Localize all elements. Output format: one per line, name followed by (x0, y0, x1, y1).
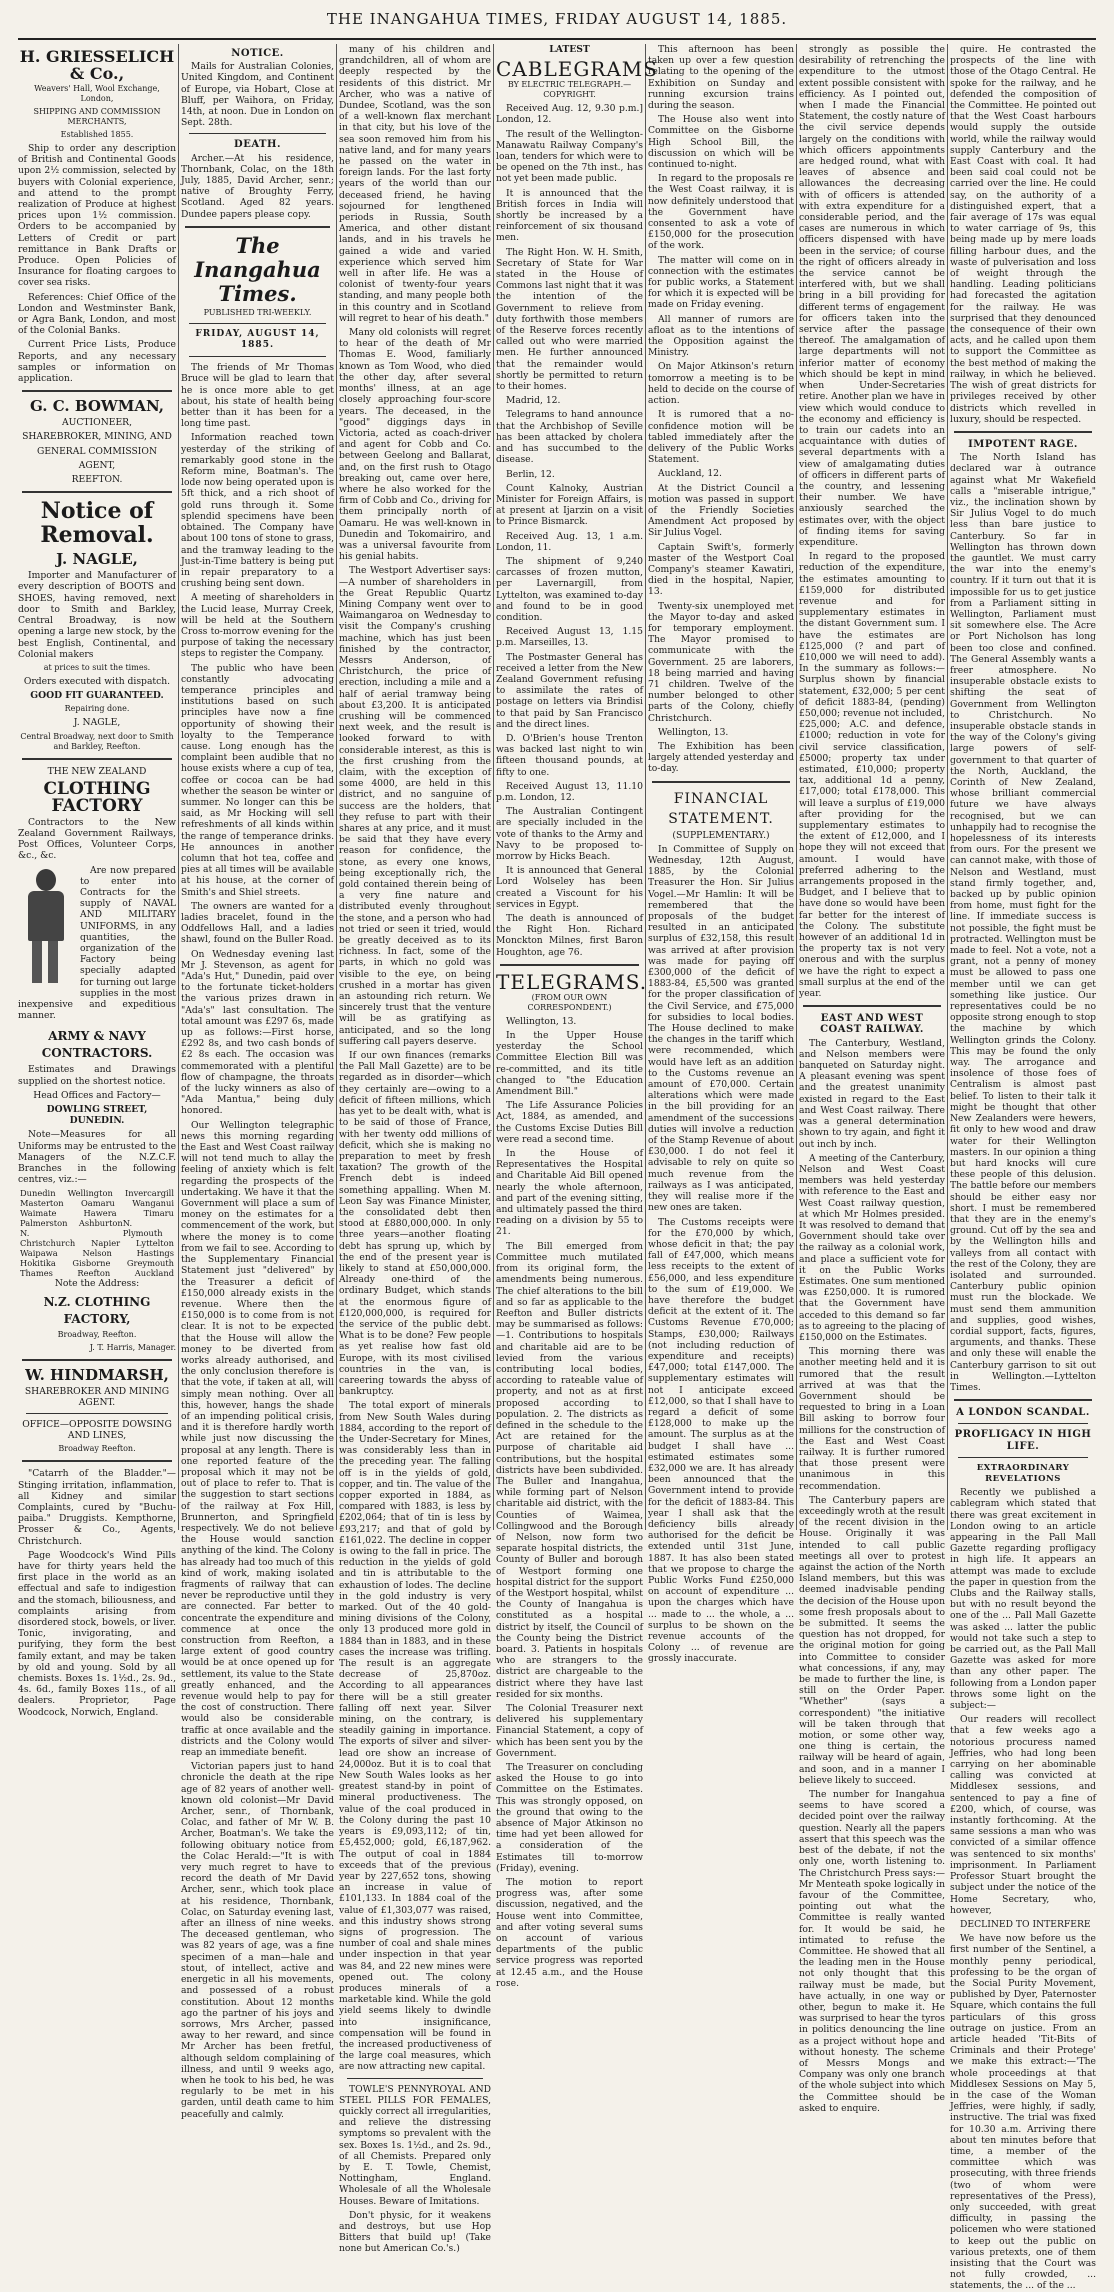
ad-army-title: ARMY & NAVY CONTRACTORS. (41, 1029, 153, 1061)
article-paragraph: Many old colonists will regret to hear of the death of Mr Thomas E. Wood, familiarly known as Tom Wood, who died the other day, after several months' illness, at an age closely approaching four-score years. The deceased, in the "good" diggings days in Victoria, acted as coach-driver and agent for Cobb and Co. between Geelong and Ballarat, and, on the first rush to Otago breaking out, came over here, where he also worked for the firm of Cobb and Co., driving for them principally north of Oamaru. He was well-known in Dunedin and Tokomairiro, and was a universal favourite from his genial habits. (339, 327, 491, 563)
article-paragraph: The death is announced of the Right Hon. Richard Monckton Milnes, first Baron Houghton, age 76. (496, 913, 643, 958)
column-divider (336, 44, 337, 1530)
ad-bowman-line: AGENT, (78, 459, 116, 471)
branch-town: N. Plymouth (122, 1218, 163, 1239)
branch-row (18, 1248, 176, 1258)
ad-bowman-name: G. C. BOWMAN, (30, 397, 164, 416)
financial-continued (799, 44, 945, 999)
ad-hop-bitters: Don't physic, for it weakens and destroys, but use Hop Bitters that build up! (Take none but American Co.'s.) (339, 2209, 491, 2255)
article-paragraph: If our own finances (remarks the Pall Mall Gazette) are to be regarded as in disorder—which they certainly are—owing to a deficit of fifteen millions, which has yet to be dealt with, what is to be said of those of France, with her twenty odd millions of deficit, which she is making no preparation to meet by fresh taxation? The growth of the French debt is indeed something appalling. When M. Leon Say was Finance Minister, the consolidated debt then stood at £880,000,000. In only three years—another floating debt has sprung up, which by the end of the present year is likely to stand at £50,000,000. Already one-third of the ordinary Budget, which stands at the enormous figure of £120,000,000, is required for the service of the public debt. What is to be done? Few people as yet realise how fast old Europe, with its most civilised countries in the van, is careering towards the abyss of bankruptcy. (339, 1050, 491, 1398)
article-paragraph: Twenty-six unemployed met the Mayor to-day and asked for temporary employment. The Mayor promised to communicate with the Government. 25 are laborers, 18 being married and having 71 children. Twelve of the number belonged to other parts of the Colony, chiefly Christchurch. (648, 600, 794, 724)
divider (958, 1457, 1088, 1458)
ad-hindmarsh-line: SHAREBROKER AND MINING AGENT. (24, 1385, 170, 1408)
telegrams-heading: TELEGRAMS. (496, 969, 648, 994)
editorial-body (181, 362, 334, 2119)
london-scandal-sub2: EXTRAORDINARY REVELATIONS (976, 1462, 1070, 1484)
article-paragraph: Information reached town yesterday of the striking of remarkably good stone in the Reform mine, Boatman's. The lode now being operated upon is 5ft thick, and a rich shoot of gold runs through it. Some splendid specimens have been obtained. The Company have about 100 tons of stone to grass, and the tramway leading to the Just-in-Time battery is being put in repair preparatory to a crushing being sent down. (181, 432, 334, 590)
article-paragraph: The North Island has declared war à outrance against what Mr Wakefield calls a "miserable intrigue," viz., the inclination shown by Sir Julius Vogel to do much less than bare justice to Canterbury. So far in Wellington has thrown down the gauntlet. We must carry the war into the enemy's country. If it turn out that it is impossible for us to get justice from a Parliament sitting in Wellington, Parliament must sit somewhere else. The Acre or Port Nicholson has long been too close and confined. The General Assembly wants a freer atmosphere. No insuperable obstacle exists to shifting the seat of Government from Wellington to Christchurch. No insuperable obstacle stands in the way of the Colony's giving large powers of self-government to that quarter of the North, Auckland, the Corinth of New Zealand, whose brilliant commercial future we have always recognised, but we can unhappily had to recognise the hopelessness of its interests from ours. For the present we can cannot make, with those of Nelson and Westland, must stand firmly together, and, backed up by public opinion from home, must fight for the line. If immediate success is not possible, the fight must be protracted. Wellington must be made to feel. Not a vote, not a grant, not a penny of money must be allowed to pass one member until we can get something like justice. Our representatives could be no opposite strong enough to stop the machine by which Wellington grinds the Colony. This may be found the only way. The arrogance and insolence of those foes of Centralism is almost past belief. To listen to their talk it might be thought that other New Zealanders were hewers, fit only to hew wood and draw water for their Wellington masters. In our opinion a thing but hard knocks will cure these people of this delusion. The battle before our members should be either easy nor short. I must be remembered that they are in the enemy's ground. Cut off by the sea and by the Wellington hills and valleys from all contact with the rest of the Colony, they are isolated and surrounded. Canterbury public opinion must run the blockade. We must send them ammunition and supplies, good wishes, cordial support, facts, figures, arguments, and thanks. These and only these will enable the Canterbury garrison to sit out in Wellington.—Lyttelton Times. (950, 452, 1096, 1393)
ad-nz-factory-title: CLOTHING FACTORY (43, 778, 151, 816)
article-paragraph: The House also went into Committee on the Gisborne High School Bill, the discussion on which will be continued to-night. (648, 114, 794, 171)
article-paragraph: The number for Inangahua seems to have scored a decided point over the railway question. Nearly all the papers assert that this speech was the best of the debate, if not the only one, worth listening to. The Christchurch Press says:—Mr Menteath spoke logically in favour of the Committee, pointing out what the Committee is really wanted for. It would be said, he intimated to refuse the Committee. He showed that all the leading men in the House not only thought that this railway must be made, but have actually, in one way or other, begun to make it. He was surprised to hear the tyros in politics denouncing the line as a project without hope and without honesty. The scheme of Messrs Mongs and Company was only one branch of the whole subject into which the Committee should be asked to enquire. (799, 1789, 945, 2114)
london-scandal-body (950, 1487, 1096, 2291)
article-paragraph: In the Upper House yesterday the School Committee Election Bill was re-committed, and its title changed to "the Education Amendment Bill." (496, 1030, 643, 1098)
branch-town: Napier (91, 1238, 121, 1249)
article-paragraph: The matter will come on in connection with the estimates for public works, a Statement for which it is expected will be made on Friday evening. (648, 254, 794, 311)
editorial-dateline: FRIDAY, AUGUST 14, 1885. (195, 328, 320, 351)
branch-town: Auckland (134, 1268, 174, 1279)
own-correspondent: (FROM OUR OWN CORRESPONDENT.) (527, 992, 612, 1012)
financial-statement-heading: FINANCIAL STATEMENT. (668, 790, 774, 827)
branch-town: Timaru (143, 1208, 174, 1219)
article-paragraph: Our readers will recollect that a few weeks ago a notorious procuress named Jeffries, who had long been carrying on her abominable calling was convicted at Middlesex sessions, and sentenced to pay a fine of £200, which, of course, was instantly forthcoming. At the same sessions a man who was convicted of a similar offence was sentenced to six months' imprisonment. In Parliament Professor Stuart brought the subject under the notice of the Home Secretary, who, however, (950, 1714, 1096, 1916)
ad-nagle-address: Central Broadway, next door to Smith and Barkley, Reefton. (20, 731, 174, 751)
ad-woodcock: Page Woodcock's Wind Pills have for thirty years held the first place in the world as an effectual and safe to indigestion and the stomach, biliousness, and complaints arising from disordered stock, bowels, or liver. Tonic, invigorating, and purifying, they form the best family extant, and may be taken by old and young. Sold by all chemists. Boxes 1s. 1½d., 2s. 9d., 4s. 6d., family Boxes 11s., of all dealers. Proprietor, Page Woodcock, Norwich, England. (18, 1549, 176, 1718)
ad-catarrh: "Catarrh of the Bladder."—Stinging irritation, inflammation, all Kidney and similar Complaints, cured by "Buchu-paiba." Druggists. Kempthorne, Prosser & Co., Agents, Christchurch. (18, 1468, 176, 1547)
article-paragraph: We have now before us the first number of the Sentinel, a monthly penny periodical, professing to be the organ of the Social Purity Movement, published by Dyer, Paternoster Square, which contains the full particulars of this gross outrage on justice. From an article headed 'Tit-Bits of Criminals and their Protege' we make this extract:—'The whole proceedings at that Middlesex Sessions on May 5, in the case of the Woman Jeffries, were highly, if sadly, instructive. The trial was fixed for 10.30 a.m. Arriving there about ten minutes before that time, a member of the committee which was prosecuting, with three friends (two of whom were representatives of the Press), only succeeded, with great difficulty, in passing the policemen who were stationed to keep out the public on various pretexts, one of them insisting that the Court was not fully crowded, ... statements, the ... of the ... (950, 1933, 1096, 2292)
branch-town: Masterton (20, 1198, 64, 1209)
article-paragraph: The motion to report progress was, after some discussion, negatived, and the House went into Committee, and after voting several sums on account of various departments of the public service progress was reported at 12.45 a.m., and the House rose. (496, 1877, 643, 1989)
column-divider (178, 44, 179, 1530)
article-paragraph: In the House of Representatives the Hospital and Charitable Aid Bill opened nearly the whole afternoon, and part of the evening sitting, and ultimately passed the third reading on a division by 55 to 21. (496, 1148, 643, 1238)
article-paragraph: In regard to the proposed reduction of the expenditure, the estimates amounting to £159,000 for distributed revenue and for supplementary estimates in the distant Government sum. I have the estimates are £125,000 (? and part of £10,000 we will need to add). In the summary as follows:—Surplus shown by financial statement, £32,000; 5 per cent of deficit 1883-84, (pending) £50,000; revenue not included, £25,000; A.C. and defence, £1000; reduction in vote for civil service classification, £5000; property tax under estimated, £10,000; property tax, additional 1d a penny, £17,000; total £178,000. This will leave a surplus of £19,000 after providing for the supplementary estimates to the extent of £12,000, and I hope they will not exceed that amount. I would have preferred adhering to the arrangements proposed in the Budget, and I believe that to have done so would have been far better for the interest of the Colony. The substitute however of an additional 1d in the property tax is not very onerous and with the surplus we have the right to expect a small surplus at the end of the year. (799, 551, 945, 1000)
branch-town: Invercargill (124, 1188, 174, 1199)
branch-town: Hawera (83, 1208, 117, 1219)
ad-hindmarsh-line: OFFICE—OPPOSITE DOWSING AND LINES, (22, 1419, 172, 1442)
impotent-rage-body (950, 452, 1096, 1393)
masthead-rule (18, 38, 1096, 40)
article-paragraph: Recently we published a cablegram which stated that there was great excitement in London owing to an article appearing in the Pall Mall Gazette regarding profligacy in high life. It appears an attempt was made to exclude the paper in question from the Clubs and the Railway stalls, but with no result beyond the one of the ... Pall Mall Gazette was asked ... latter the public would not take such a step to be carried out, as the Pall Mall Gazette was asked for more than any other paper. The following from a London paper throws some light on the subject:— (950, 1487, 1096, 1712)
article-paragraph: The Bill emerged from Committee much mutilated from its original form, the amendments being numerous. The chief alterations to the bill and so far as applicable to the Reefton and Buller districts may be summarised as follows:—1. Contributions to hospitals and charitable aid are to be levied from the various contributing local bodies, according to rateable value of property, and not as at first proposed according to population. 2. The districts as defined in the schedule to the Act are retained for the purpose of charitable aid contributions, but the hospital districts have been subdivided. The Buller and Inangahua, while forming part of Nelson charitable aid district, with the Counties of Waimea, Collingwood and the Borough of Nelson, now form two separate hospital districts, the County of Buller and borough of Westport forming one hospital district for the support of the Westport hospital, whilst the County of Inangahua is constituted as a hospital district by itself, the Council of the County being the District board. 3. Patients in hospitals who are strangers to the district are chargeable to the district where they have last resided for six months. (496, 1240, 643, 1700)
ad-nagle-prices: at prices to suit the times. (43, 662, 151, 672)
article-paragraph: On Wednesday evening last Mr J. Stevenson, as agent for "Ada's Hut," Dunedin, paid over to the fortunate ticket-holders the various prizes drawn in "Ada's" last consultation. The total amount was £297 6s, made up as follows:—First horse, £292 8s, and two cash bonds of £2 8s each. The occasion was commemorated with a plentiful flow of champagne, the throats of the lucky winners as also of "Ada Mantua," being duly honored. (181, 948, 334, 1117)
article-paragraph: Madrid, 12. (506, 395, 561, 407)
branch-town: Gisborne (72, 1258, 111, 1269)
divider (500, 964, 639, 966)
article-paragraph: Count Kalnoky, Austrian Minister for Foreign Affairs, is at present at Ijarzin on a visit to Prince Bismarck. (496, 482, 643, 528)
divider (22, 758, 172, 760)
paper-title: The Inangahua Times. (194, 232, 321, 306)
article-paragraph: Received Aug. 13, 1 a.m. London, 11. (496, 530, 643, 553)
by-telegraph: BY ELECTRIC TELEGRAPH.—COPYRIGHT. (507, 80, 632, 100)
article-paragraph: The Westport Advertiser says:—A number of shareholders in the Great Republic Quartz Mining Company went over to Waimangaroa on Wednesday to visit the Company's crushing machine, which has just been finished by the contractor, Messrs Anderson, of Christchurch, the price of erection, including a mile and a half of aerial tramway being about £3,200. It is anticipated crushing will be commenced next week, and the result is looked forward to with considerable interest, as this is the first crushing from the claim, with the exception of some 4000, are held in this district, and no sanguine of success are the holders, that they refuse to part with their shares at any price, and it must be said that they have every reason for confidence, the stone, as every one knows, being exceptionally rich, the gold contained therein being of a very fine nature and distributed evenly throughout the stone, and a person who had not tried or seen it tried, would be greatly deceived as to its richness. In fact, some of the parts, in which no gold was visible to the eye, on being crushed in a mortar has given an astounding rich return. We sincerely trust that the venture will be as gratifying as anticipated, and so the long suffering call payers deserve. (339, 565, 491, 1047)
ad-nzcf-address: Broadway, Reefton. (57, 1329, 137, 1339)
masthead: THE INANGAHUA TIMES, FRIDAY AUGUST 14, 1885. (326, 10, 788, 28)
divider (22, 491, 172, 493)
notice-body: Mails for Australian Colonies, United Kingdom, and Continent of Europe, via Hobart, Close at Bluff, per Waihora, on Friday, 14th, at noon. Due in London on Sept. 28th. (181, 61, 334, 129)
divider (185, 226, 330, 228)
article-paragraph: The public who have been constantly advocating temperance principles and institutions based on such principles have now a fine opportunity of showing their loyalty to the Temperance cause. Long enough has the complaint been audible that no house exists where a cup of tea, coffee or cocoa can be had whether the season be winter or summer. No longer can this be said, as Mr Hocking will sell refreshments of all kinds within the range of temperance drinks. He announces in another column that hot tea, coffee and pies at all times will be available at his house, at the corner of Smith's and Shiel streets. (181, 662, 334, 898)
article-paragraph: The Colonial Treasurer next delivered his supplementary Financial Statement, a copy of which has been sent you by the Government. (496, 1703, 643, 1759)
ad-towle: TOWLE'S PENNYROYAL AND STEEL PILLS FOR FEMALES, quickly correct all irregularities, and relieve the distressing symptoms so prevalent with the sex. Boxes 1s. 1½d., and 2s. 9d., of all Chemists. Prepared only by E. T. Towle, Chemist, Nottingham, England. Wholesale of all the Wholesale Houses. Beware of Imitations. (339, 2083, 491, 2207)
article-paragraph: Received August 13, 11.10 p.m. London, 12. (496, 780, 643, 803)
article-paragraph: In Committee of Supply on Wednesday, 12th August, 1885, by the Colonial Treasurer the Hon. Sir Julius Vogel.—Mr Hamlin: It will be remembered that the proposals of the budget resulted in an anticipated surplus of £32,158, this result was arrived at after provision was made for paying off £300,000 of the deficit of 1883-84, £5,500 was granted for the proper classification of the Civil Service, and £75,000 for subsidies to local bodies. The House declined to make the changes in the tariff which were recommended, which would have left as an addition to the Customs revenue an amount of £70,000. Certain alterations which were made in the bill providing for an amendment of the successions duties will involve a reduction of the Stamp Revenue of about £30,000. I do not feel it advisable to rely on quite so much revenue from the railways as I was anticipated, they will realise more if the new ones are taken. (648, 843, 794, 1214)
branch-town: Oamaru (81, 1198, 115, 1209)
article-paragraph: D. O'Brien's house Trenton was backed last night to win fifteen thousand pounds, at fifty to one. (496, 732, 643, 778)
article-paragraph: The friends of Mr Thomas Bruce will be glad to learn that he is once more able to get about, his state of health being better than it has been for a long time past. (181, 362, 334, 430)
published-note: PUBLISHED TRI-WEEKLY. (203, 307, 312, 317)
divider (958, 1423, 1088, 1424)
ad-bowman-line: REEFTON. (71, 474, 123, 486)
article-paragraph: The Right Hon. W. H. Smith, Secretary of State for War stated in the House of Commons last night that it was the intention of the Government to relieve from duty forthwith those members of the Reserve forces recently called out who were married men. He further announced that the remainder would shortly be permitted to return to their homes. (496, 246, 643, 393)
branch-row (18, 1188, 176, 1198)
column-3 (339, 44, 491, 2255)
divider (189, 356, 326, 357)
article-paragraph: Telegrams to hand announce that the Archbishop of Seville has been attacked by cholera and has succumbed to the disease. (496, 409, 643, 466)
branch-town: Waimate (20, 1208, 57, 1219)
ad-army-street: DOWLING STREET, DUNEDIN. (46, 1103, 148, 1127)
article-paragraph: The Exhibition has been largely attended yesterday and to-day. (648, 740, 794, 775)
branch-table (18, 1188, 176, 1278)
divider (22, 1460, 172, 1462)
ad-nzcf-manager: J. T. Harris, Manager. (89, 1342, 176, 1352)
article-paragraph: strongly as possible the desirability of retrenching the expenditure to the utmost extent possible consistent with efficiency. As I pointed out, when I made the Financial Statement, the costly nature of the civil service depends largely on the conditions with which officers appointments are hedged round, what with leaves of absence and allowances the decreasing with of officers is attended with extra expenditure for a considerable period, and the cases are numerous in which officers dispensed with have been in the service; of course the right of officers already in the service cannot be interfered with, but we shall bring in a bill providing for different terms of engagement for officers taken into the service after the passage thereof. The amalgamation of large departments will not inferior matter of economy which should be kept in mind when Under-Secretaries retire. Another plan we have in view which would conduce to the economy and efficiency is to train our cadets into an acquaintance with duties of several departments with a view of amalgamating duties of officers in different parts of the country, and lessening their number. We have anxiously searched the estimates over, with the object of finding items for saving expenditure. (799, 44, 945, 548)
branch-row (18, 1198, 176, 1208)
branch-town: Greymouth (126, 1258, 174, 1269)
branch-row (18, 1238, 176, 1248)
ad-griesselich-tail: Current Price Lists, Produce Reports, and any necessary samples or information on application. (18, 339, 176, 385)
branch-town: Wellington (67, 1188, 113, 1199)
divider (347, 2078, 483, 2079)
article-paragraph: In regard to the proposals re the West Coast railway, it is now definitely understood that the Government have consented to ask a vote of £150,000 for the prosecution of the work. (648, 173, 794, 252)
divider (954, 1399, 1092, 1401)
article-paragraph: Wellington, 13. (506, 1015, 577, 1027)
article-paragraph: The Treasurer on concluding asked the House to go into Committee on the Estimates. This was strongly opposed, on the ground that owing to the absence of Major Atkinson no time had yet been allowed for a consideration of the Estimates till to-morrow (Friday), evening. (496, 1762, 643, 1874)
article-paragraph: The shipment of 9,240 carcasses of frozen mutton, per Lavernargill, from Lyttelton, was examined to-day and found to be in good condition. (496, 555, 643, 623)
divider (189, 133, 326, 134)
column-5 (648, 44, 794, 1665)
article-paragraph: On Major Atkinson's return tomorrow a meeting is to be held to decide on the course of action. (648, 361, 794, 407)
column-7 (950, 44, 1096, 2292)
column-divider (645, 44, 646, 1530)
divider (22, 1359, 172, 1361)
ad-bowman-line: AUCTIONEER, (62, 417, 132, 429)
ad-removal-title: Notice of Removal. (40, 498, 154, 549)
article-paragraph: It is announced that the British forces in India will shortly be increased by a reinforcement of six thousand men. (496, 187, 643, 244)
death-title: DEATH. (234, 139, 281, 151)
article-paragraph: The owners are wanted for a ladies bracelet, found in the Oddfellows Hall, and a ladies shawl, found on the Buller Road. (181, 900, 334, 946)
column-1-advertisements (18, 44, 177, 1718)
divider (803, 1005, 941, 1007)
branch-town: Waipawa (20, 1248, 58, 1259)
article-paragraph: It is rumored that a no-confidence motion will be tabled immediately after the delivery of the Public Works Statement. (648, 409, 794, 466)
ad-hindmarsh-line: Broadway Reefton. (58, 1444, 136, 1454)
article-paragraph: many of his children and grandchildren, all of whom are deeply respected by the residents of this district. Mr Archer, who was a native of Dundee, Scotland, was the son of a well-known flax merchant in that city, but his love of the sea soon removed him from his native land, and for many years he passed on the water in foreign lands. For the last forty years of the world than our deceased friend, he having sojourned for lengthened periods in Russia, South America, and other distant lands, and in his travels he gained a wide and varied experience which served him well in after life. He was a colonist of twenty-four years standing, and many people both in this country and in Scotland will regret to hear of his death." (339, 44, 491, 324)
railway-heading: EAST AND WEST COAST RAILWAY. (820, 1013, 924, 1036)
ad-address-note: Note the Address: (54, 1278, 140, 1290)
article-paragraph: Victorian papers just to hand chronicle the death at the ripe age of 82 years of another well-known old colonist—Mr David Archer, senr., of Thornbank, Colac, and father of Mr W. B. Archer, Boatman's. We take the following obituary notice from the Colac Herald:—"It is with very much regret to have to record the death of Mr David Archer, senr., which took place at his residence, Thornbank, Colac, on Saturday evening last, after an illness of nine weeks. The deceased gentleman, who was 82 years of age, was a fine specimen of a man—hale and stout, of intellect, active and energetic in all his movements, and possessed of a robust constitution. About 12 months ago the partner of his joys and sorrows, Mrs Archer, passed away to her reward, and since Mr Archer has been fretful, although seldom complaining of illness, and until 9 weeks ago, when he took to his bed, he was regularly to be met in his garden, until death came to him peacefully and calmly. (181, 1761, 334, 2120)
article-paragraph: The Customs receipts were for the £70,000 by which, whose deficit in that; the pay fall of £47,000, which means less receipts to the extent of £56,000, and less expenditure to the sum of £19,000. We have therefore the budget deficit at the extent of it. The Customs Revenue £70,000; Stamps, £30,000; Railways (not including reduction of expenditure and receipts) £47,000; total £147,000. The supplementary estimates will not I anticipate exceed £12,000, so that I shall have to regard a deficit of some £128,000 to make up the amount. The surplus as at the budget I shall have ... estimated estimates some £32,000 we are. It has already been announced that the Government intend to provide for the deficit of 1883-84. This year I shall ask that the deficiency bills already authorised for the deficit be extended until 31st June, 1887. It has also been stated that we propose to charge the Public Works Fund £250,000 on account of expenditure ... upon the charges which have ... made to ... the whole, a ... surplus to be shown on the revenue accounts of the Colony ... of revenue are grossly inaccurate. (648, 1216, 794, 1665)
ad-griesselich-role: SHIPPING AND COMMISSION MERCHANTS, (33, 107, 161, 126)
article-paragraph: DECLINED TO INTERFERE (960, 1918, 1091, 1930)
branch-town: Ashburton (78, 1218, 123, 1229)
column-divider (796, 44, 797, 1530)
ad-nz-factory-body: Are now prepared to enter into Contracts for the supply of NAVAL AND MILITARY UNIFORMS, in any quantities, the organization of the Factory being specially adapted for turning out large supplies in the most inexpensive and expeditious manner. (18, 864, 177, 1022)
financial-statement-sub: (SUPPLEMENTARY.) (672, 829, 770, 841)
london-scandal-sub1: PROFLIGACY IN HIGH LIFE. (954, 1429, 1092, 1452)
branch-row (18, 1258, 176, 1268)
telegrams-continued (648, 44, 794, 775)
branch-town: Hokitika (20, 1258, 56, 1269)
article-paragraph: Wellington, 13. (658, 726, 729, 738)
ad-griesselich-references: References: Chief Office of the London and Westminster Bank, or Agra Bank, London, and most of the Colonial Banks. (18, 291, 176, 337)
article-paragraph: Captain Swift's, formerly master of the Westport Coal Company's steamer Kawatiri, died in the hospital, Napier, 13. (648, 541, 794, 598)
ad-griesselich-established: Established 1855. (60, 130, 134, 139)
article-paragraph: The Life Assurance Policies Act, 1884, as amended, and the Customs Excise Duties Bill were read a second time. (496, 1100, 643, 1145)
news-body (339, 44, 491, 2073)
branch-row (18, 1218, 176, 1238)
cablegrams-heading: CABLEGRAMS (496, 57, 658, 82)
branch-town: Dunedin (20, 1188, 56, 1199)
ad-nagle-fit: GOOD FIT GUARANTEED. (30, 690, 164, 702)
branch-town: Hastings (136, 1248, 174, 1259)
branch-row (18, 1208, 176, 1218)
telegrams-body (496, 1016, 643, 1989)
ad-nz-factory-line1: THE NEW ZEALAND (47, 765, 147, 777)
death-body: Archer.—At his residence, Thornbank, Colac, on the 18th July, 1885, David Archer, senr.; native of Broughty Ferry, Scotland. Aged 82 years. Dundee papers please copy. (181, 152, 334, 220)
article-paragraph: The total export of minerals from New South Wales during 1884, according to the report of the Under-Secretary for Mines, was considerably less than in the preceding year. The falling off is in the yields of gold, copper, and tin. The value of the copper exported in 1884, as compared with 1883, is less by £202,064; that of tin is less by £93,217; and that of gold by £161,022. The decline in copper is owing to the fall in price. The reduction in the yields of gold and tin is attributable to the exhaustion of lodes. The decline in the gold industry is very marked. Out of the 40 gold-mining divisions of the Colony, only 13 produced more gold in 1884 than in 1883, and in these cases the increase was trifling. The result is an aggregate decrease of 25,870oz. According to all appearances there will be a still greater falling off next year. Silver mining, on the contrary, is steadily gaining in importance. The exports of silver and silver-lead ore show an increase of 24,000oz. But it is to coal that New South Wales looks as her greatest stand-by in point of mineral productiveness. The value of the coal produced in the Colony during the past 10 years is £9,093,112; of tin, £5,452,000; gold, £6,187,962. The output of coal in 1884 exceeds that of the previous year by 227,652 tons, showing an increase in value of £101,133. In 1884 coal of the value of £1,303,077 was raised, and this industry shows strong signs of progression. The number of coal and shale mines under inspection in that year was 84, and 22 new mines were opened out. The colony produces minerals of a marketable kind. While the gold yield seems likely to dwindle into insignificance, compensation will be found in the increased productiveness of the large coal measures, which are now attracting new capital. (339, 1400, 491, 2073)
ad-hindmarsh-name: W. HINDMARSH, (25, 1365, 169, 1384)
article-paragraph: A meeting of shareholders in the Lucid lease, Murray Creek, will be held at the Southern Cross to-morrow evening for the purpose of taking the necessary steps to register the Company. (181, 592, 334, 660)
ad-nz-factory-sub: Contractors to the New Zealand Government Railways, Post Offices, Volunteer Corps, &c., &c. (18, 816, 176, 862)
latest-label: LATEST (549, 44, 590, 55)
column-divider (493, 44, 494, 1530)
article-paragraph: Received August 13, 1.15 p.m. Marseilles, 13. (496, 626, 643, 649)
branch-town: Reefton (77, 1268, 111, 1279)
article-paragraph: Berlin, 12. (506, 468, 555, 480)
financial-statement-body (648, 844, 794, 1665)
article-paragraph: This afternoon has been taken up over a few question relating to the opening of the Exhibition on Sunday and running excursion trains during the season. (648, 44, 794, 112)
branch-town: Palmerston N. (20, 1218, 68, 1239)
article-paragraph: It is announced that General Lord Wolseley has been created a Viscount for his services in Egypt. (496, 865, 643, 910)
boy-in-uniform-illustration (18, 867, 76, 987)
divider (954, 431, 1092, 433)
divider (652, 781, 790, 783)
branch-town: Lyttelton (136, 1238, 174, 1249)
column-6 (799, 44, 945, 2114)
article-paragraph: Received Aug. 12, 9.30 p.m.] London, 12. (496, 103, 643, 126)
branch-town: Christchurch (20, 1238, 76, 1249)
ad-army-note: Note—Measures for all Uniforms may be entrusted to the Managers of the N.Z.C.F. Branches in the following centres, viz.:— (18, 1129, 176, 1186)
divider (22, 390, 172, 392)
ad-army-office: Head Offices and Factory— (33, 1089, 161, 1101)
branch-town: Nelson (82, 1248, 112, 1259)
divider (26, 1413, 168, 1414)
ad-army-body: Estimates and Drawings supplied on the shortest notice. (18, 1064, 176, 1087)
article-paragraph: All manner of rumors are afloat as to the intentions of the Opposition against the Ministry. (648, 313, 794, 359)
branch-town: Wanganui (132, 1198, 174, 1209)
article-paragraph: The Postmaster General has received a letter from the New Zealand Government refusing to assimilate the rates of postage on letters via Brindisi to that paid by San Francisco and the direct lines. (496, 651, 643, 730)
ad-nagle-sign: J. NAGLE, (73, 717, 121, 729)
ad-nagle-body: Importer and Manufacturer of every description of BOOTS and SHOES, having removed, next door to Smith and Barkley, Central Broadway, is now opening a large new stock, by the best English, Continental, and Colonial makers (18, 570, 176, 660)
ad-bowman-line: SHAREBROKER, MINING, AND (22, 431, 172, 443)
ad-bowman-line: GENERAL COMMISSION (37, 445, 157, 457)
article-paragraph: Our Wellington telegraphic news this morning regarding the East and West Coast railway will not tend much to allay the feeling of anxiety which is felt regarding the prospects of the undertaking. We have it that the Government will place a sum of money on the estimates for a commencement of the work, but where the money is to come from we fail to see. According to the Supplementary Financial Statement just "delivered" by the Treasurer a deficit of £150,000 already exists in the revenue. Where then the £150,000 is to come from is not clear. It is not to be expected that the House will allow the money to be diverted from works already authorised, and the only conclusion therefore is that the vote, if taken at all, will simply mean nothing. Over all this, however, hangs the shade of an impending political crisis, and it is therefore hardly worth while just now discussing the proposal at any length. There is one reported feature of the proposal which it may not be out of place to refer to. That is the suggestion to start sections of the railway at Fox Hill, Brunnerton, and Springfield respectively. We do not believe the House would sanction anything of the kind. The Colony has already had too much of this kind of work, making isolated fragments of railway that can never be reproductive until they are connected. Far better to concentrate the expenditure and commence at once the construction from Reefton, a large extent of good country would be at once opened up for settlement, its value to the State greatly enhanced, and the revenue would help to pay for the cost of construction. There would also be considerable traffic at once available and the districts and the Colony would reap an immediate benefit. (181, 1119, 334, 1759)
column-2 (181, 44, 334, 2120)
article-paragraph: The Canterbury papers are exceedingly wroth at the result of the recent division in the House. Originally it was intended to call public meetings all over to protest against the action of the North Island members, but this was deemed inadvisable pending the decision of the House upon some fresh proposals about to be submitted. It seems the question has not dropped, for the original motion for going into Committee to consider what concessions, if any, may be made to further the line, is still on the Order Paper. "Whether" (says a correspondent) "the initiative will be taken through that motion, or some other way, one thing is certain, the railway will be heard of again, and soon, and in a manner I believe likely to succeed. (799, 1494, 945, 1786)
notice-title: NOTICE. (231, 48, 284, 59)
column-4 (496, 44, 658, 1989)
cablegrams-body (496, 103, 643, 958)
article-paragraph: The result of the Wellington-Manawatu Railway Company's loan, tenders for which were to be opened on the 7th inst., has not yet been made public. (496, 128, 643, 185)
impotent-rage-heading: IMPOTENT RAGE. (968, 438, 1078, 450)
ad-griesselich-body: Ship to order any description of British and Continental Goods upon 2½ commission, selected by buyers with Colonial experience, and attend to the prompt realization of Produce at highest prices upon 1½ commission. Orders to be accompanied by Letters of Credit or part remittance in Bank Drafts or Produce. Open Policies of Insurance for floating cargoes to cover sea risks. (18, 143, 176, 289)
article-paragraph: Auckland, 12. (658, 468, 722, 480)
branch-town: Thames (20, 1268, 53, 1279)
ad-nagle-name: J. NAGLE, (56, 550, 138, 569)
column-divider (947, 44, 948, 1530)
ad-griesselich-name: H. GRIESSELICH & Co., (19, 47, 175, 83)
ad-nagle-repair: Repairing done. (64, 704, 130, 714)
article-paragraph: quire. He contrasted the prospects of the line with those of the Otago Central. He spoke for the railway, and he defended the composition of the Committee. He pointed out that the West Coast harbours would supply the outside world, while the railway would supply Canterbury and the East Coast with coal. It had been said coal could not be carried over the line. He could say, on the authority of a distinguished expert, that a fair average of 17s was equal to water carriage of 9s, this being made up by mere loads filling harbour dues, and the waste of pulverisation and loss of weight through the handling. Leading politicians had forecasted the agitation for the railway. He was surprised that they denounced the consequence of their own acts, and he called upon them to support the Committee as the best method of making the railway, in which he believed. The wish of great districts for privileges received by other districts which revelled in luxury, should be respected. (950, 44, 1096, 425)
railway-continued (950, 44, 1096, 425)
article-paragraph: At the District Council a motion was passed in support of the Friendly Societies Amendment Act proposed by Sir Julius Vogel. (648, 482, 794, 539)
ad-nagle-orders: Orders executed with dispatch. (23, 675, 171, 687)
article-paragraph: This morning there was another meeting held and it is rumored that the result arrived at was that the Government should be requested to bring in a Loan Bill asking to borrow four millions for the construction of the East and West Coast railway. It is further rumored that those present were unanimous in this recommendation. (799, 1346, 945, 1492)
article-paragraph: The Australian Contingent are specially included in the vote of thanks to the Army and Navy to be proposed to-morrow by Hicks Beach. (496, 806, 643, 862)
divider (189, 323, 326, 324)
ad-nzcf-short: N.Z. CLOTHING FACTORY, (43, 1294, 151, 1326)
article-paragraph: A meeting of the Canterbury, Nelson and West Coast members was held yesterday with reference to the East and West Coast railway question, at which Mr Holmes presided. It was resolved to demand that Government should take over the railway as a colonial work, and place a sufficient vote for it on the Public Works Estimates. One sum mentioned was £250,000. It is rumored that the Government have acceded to this demand so far as to agreeing to the placing of £150,000 on the Estimates. (799, 1152, 945, 1343)
railway-body (799, 1038, 945, 2114)
branch-row (18, 1268, 176, 1278)
article-paragraph: The Canterbury, Westland, and Nelson members were banqueted on Saturday night. A pleasant evening was spent and the greatest unanimity existed in regard to the East and West Coast railway. There was a general determination shown to try again, and fight it out inch by inch. (799, 1037, 945, 1150)
ad-griesselich-address: Weavers' Hall, Wool Exchange, London, (34, 84, 160, 103)
london-scandal-heading: A LONDON SCANDAL. (956, 1407, 1090, 1419)
